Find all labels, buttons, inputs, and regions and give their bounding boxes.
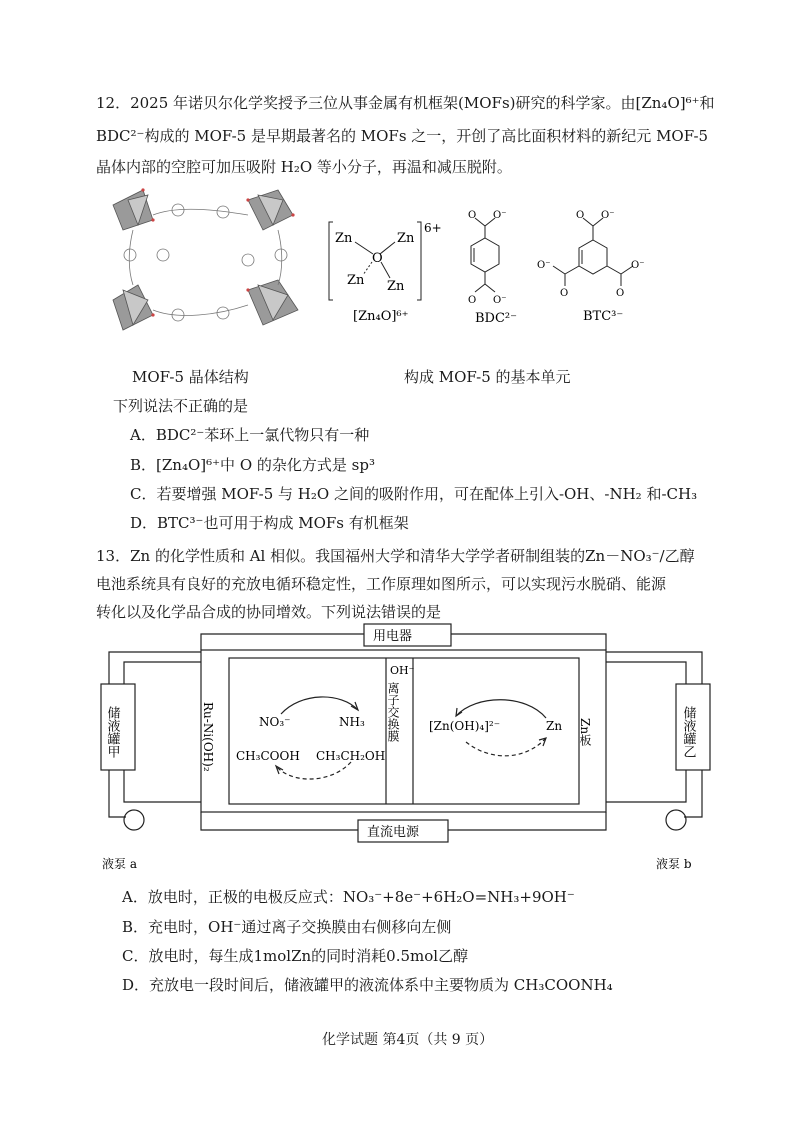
zn4o-label: [Zn₄O]⁶⁺ bbox=[353, 309, 409, 324]
right-electrode-label: Zn板 bbox=[578, 718, 592, 747]
tank-a-label: 储液罐甲 bbox=[104, 706, 120, 758]
membrane-text-label: 离子交换膜 bbox=[386, 682, 400, 742]
nh3-label: NH₃ bbox=[339, 715, 365, 729]
ch3ch2oh-label: CH₃CH₂OH bbox=[316, 749, 386, 763]
q13-option-c: C．放电时，每生成1molZn的同时消耗0.5mol乙醇 bbox=[122, 947, 469, 965]
battery-diagram bbox=[96, 622, 716, 872]
q13-option-b: B．充电时，OH⁻通过离子交换膜由右侧移向左侧 bbox=[122, 918, 452, 936]
ch3cooh-label: CH₃COOH bbox=[236, 749, 300, 763]
pump-b-label: 液泵 b bbox=[656, 857, 692, 871]
btc-o-right: O⁻ bbox=[631, 260, 645, 271]
zincate-label: [Zn(OH)₄]²⁻ bbox=[429, 719, 501, 733]
bdc-o-top-right: O⁻ bbox=[493, 210, 507, 221]
bdc-o-top-left: O bbox=[468, 210, 477, 221]
complex-zn-3: Zn bbox=[347, 273, 365, 288]
left-electrode-label: Ru-Ni(OH)₂ bbox=[201, 702, 215, 772]
tank-b-label: 储液罐乙 bbox=[680, 706, 696, 758]
btc-o-bottom-left: O bbox=[560, 288, 569, 299]
fig-caption-right: 构成 MOF-5 的基本单元 bbox=[404, 368, 571, 386]
no3-label: NO₃⁻ bbox=[259, 715, 291, 729]
zn-label: Zn bbox=[546, 719, 563, 733]
btc-o-bottom-right: O bbox=[616, 288, 625, 299]
mof5-crystal-structure-figure bbox=[108, 185, 308, 355]
pump-a-label: 液泵 a bbox=[102, 857, 137, 871]
q13-text-line-1: 13．Zn 的化学性质和 Al 相似。我国福州大学和清华大学学者研制组装的Zn－NO₃⁻/乙醇 bbox=[96, 547, 695, 565]
membrane-ion-label: OH⁻ bbox=[390, 664, 415, 677]
bdc-o-bottom-right: O⁻ bbox=[493, 295, 507, 306]
page-footer: 化学试题 第4页（共 9 页） bbox=[322, 1032, 494, 1048]
q13-text-line-3: 转化以及化学品合成的协同增效。下列说法错误的是 bbox=[96, 603, 442, 621]
q12-stem: 下列说法不正确的是 bbox=[113, 397, 249, 415]
q12-text-line-1: 12．2025 年诺贝尔化学奖授予三位从事金属有机框架(MOFs)研究的科学家。由[Zn₄O]⁶⁺和 bbox=[96, 94, 715, 112]
appliance-label: 用电器 bbox=[373, 629, 413, 644]
q12-option-d: D．BTC³⁻也可用于构成 MOFs 有机框架 bbox=[130, 514, 409, 532]
btc-o-left: O⁻ bbox=[537, 260, 551, 271]
btc-o-top-left: O bbox=[576, 210, 585, 221]
complex-charge: 6+ bbox=[424, 221, 442, 235]
q13-option-d: D．充放电一段时间后，储液罐甲的液流体系中主要物质为 CH₃COONH₄ bbox=[122, 976, 613, 994]
complex-zn-2: Zn bbox=[397, 231, 415, 246]
q12-option-b: B．[Zn₄O]⁶⁺中 O 的杂化方式是 sp³ bbox=[130, 456, 375, 474]
q12-text-line-3: 晶体内部的空腔可加压吸附 H₂O 等小分子，再温和减压脱附。 bbox=[96, 158, 512, 176]
bdc-label: BDC²⁻ bbox=[475, 311, 517, 326]
q12-option-a: A．BDC²⁻苯环上一氯代物只有一种 bbox=[130, 426, 370, 444]
mof5-basic-units-figure bbox=[325, 200, 665, 330]
q12-option-c: C．若要增强 MOF-5 与 H₂O 之间的吸附作用，可在配体上引入-OH、-NH₂ 和-CH₃ bbox=[130, 485, 698, 503]
q13-text-line-2: 电池系统具有良好的充放电循环稳定性，工作原理如图所示，可以实现污水脱硝、能源 bbox=[96, 575, 667, 593]
q12-text-line-2: BDC²⁻构成的 MOF-5 是早期最著名的 MOFs 之一，开创了高比面积材料的新纪元 MOF-5 bbox=[96, 127, 709, 145]
fig-caption-left: MOF-5 晶体结构 bbox=[132, 368, 249, 386]
dc-source-label: 直流电源 bbox=[367, 825, 420, 840]
complex-zn-4: Zn bbox=[387, 279, 405, 294]
btc-label: BTC³⁻ bbox=[583, 309, 624, 324]
btc-o-top-right: O⁻ bbox=[601, 210, 615, 221]
complex-zn-1: Zn bbox=[335, 231, 353, 246]
complex-o: O bbox=[372, 251, 383, 266]
bdc-o-bottom-left: O bbox=[468, 295, 477, 306]
q13-option-a: A．放电时，正极的电极反应式：NO₃⁻+8e⁻+6H₂O=NH₃+9OH⁻ bbox=[122, 888, 575, 906]
